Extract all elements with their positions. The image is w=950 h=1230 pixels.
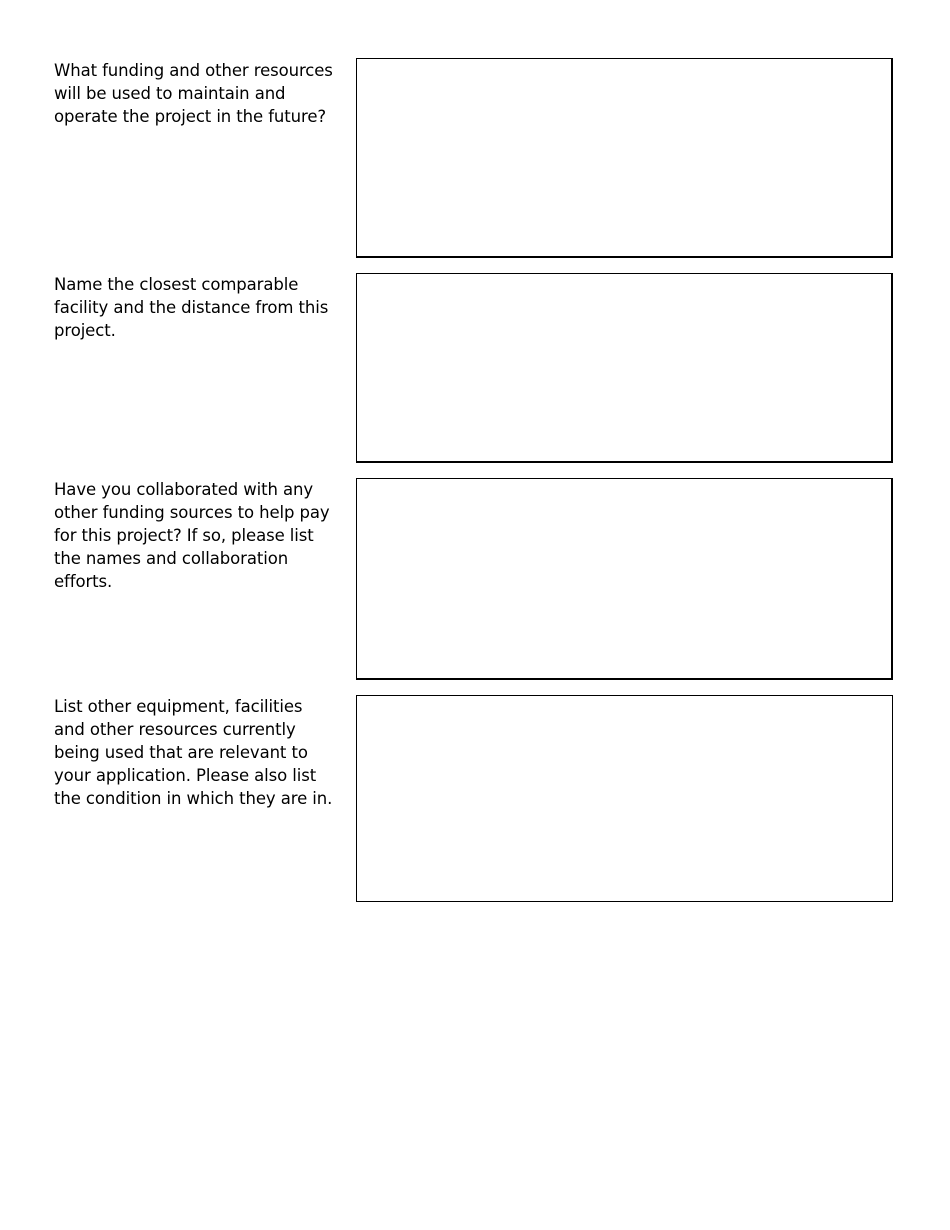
question-label-maintenance-funding: What funding and other resources will be used to maintain and operate the project in the future? bbox=[54, 61, 333, 126]
question-label-existing-resources: List other equipment, facilities and other resources currently being used that are relevant to your application. Please also list the condition in which they are in. bbox=[54, 697, 333, 808]
answer-field-collaboration[interactable] bbox=[356, 478, 893, 680]
question-label-comparable-facility: Name the closest comparable facility and the distance from this project. bbox=[54, 275, 329, 340]
answer-field-existing-resources[interactable] bbox=[356, 695, 893, 902]
answer-field-maintenance-funding[interactable] bbox=[356, 58, 893, 258]
answer-field-comparable-facility[interactable] bbox=[356, 273, 893, 463]
question-label-collaboration: Have you collaborated with any other funding sources to help pay for this project? If so, please list the names and collaboration efforts. bbox=[54, 480, 330, 591]
